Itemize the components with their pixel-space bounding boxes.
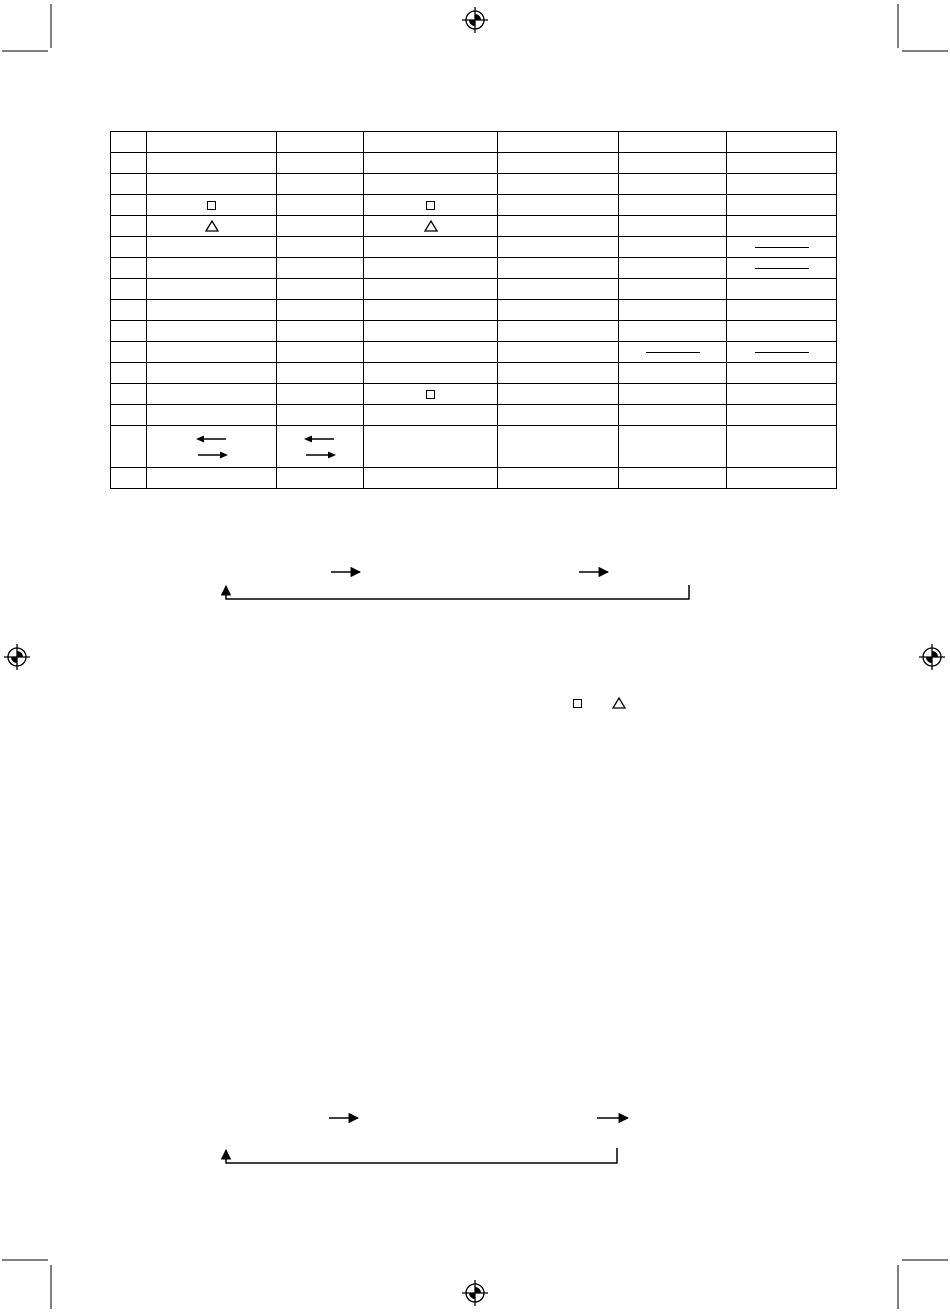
lower-cycle-return-arrow-icon [226, 1148, 617, 1163]
upper-cycle-diagram [226, 572, 689, 599]
upper-cycle-return-arrow-icon [226, 585, 689, 599]
triangle-outline-icon [612, 697, 626, 709]
note-symbols [573, 697, 626, 709]
lower-cycle-diagram [226, 1118, 628, 1163]
square-outline-icon [573, 699, 582, 708]
